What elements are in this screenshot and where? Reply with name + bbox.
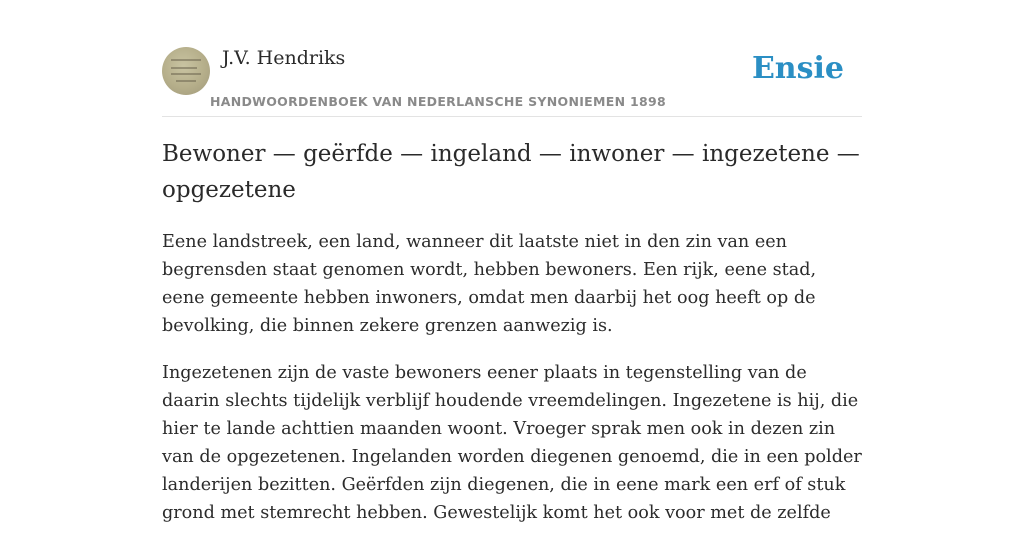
author-name[interactable]: J.V. Hendriks: [222, 47, 346, 69]
source-title[interactable]: HANDWOORDENBOEK VAN NEDERLANSCHE SYNONIEMEN 1898: [210, 94, 667, 109]
entry-body: [162, 228, 864, 546]
entry-page: [162, 0, 862, 523]
book-cover-icon[interactable]: [162, 47, 210, 95]
entry-title: Bewoner — geërfde — ingeland — inwoner — ingezetene — opgezetene: [162, 141, 860, 203]
entry-header: [162, 40, 862, 117]
entry-paragraph: Ingezetenen zijn de vaste bewoners eener plaats in tegenstelling van de daarin slechts tijdelijk verblijf houdende vreemdelingen. Ingezetene is hij, die hier te lande achttien maanden woont. Vroeger sprak men ook in dezen zin van de opgezetenen. Ingelanden worden diegenen genoemd, die in een polder landerijen bezitten. Geërfden zijn diegenen, die in eene mark een erf of stuk grond met stemrecht hebben. Gewestelijk komt het ook voor met de zelfde: [162, 363, 862, 523]
brand-logo[interactable]: Ensie: [751, 51, 844, 86]
entry-paragraph: Eene landstreek, een land, wanneer dit laatste niet in den zin van een begrensden staat genomen wordt, hebben bewoners. Een rijk, eene stad, eene gemeente hebben inwoners, omdat men daarbij het oog heeft op de bevolking, die binnen zekere grenzen aanwezig is.: [162, 232, 817, 336]
